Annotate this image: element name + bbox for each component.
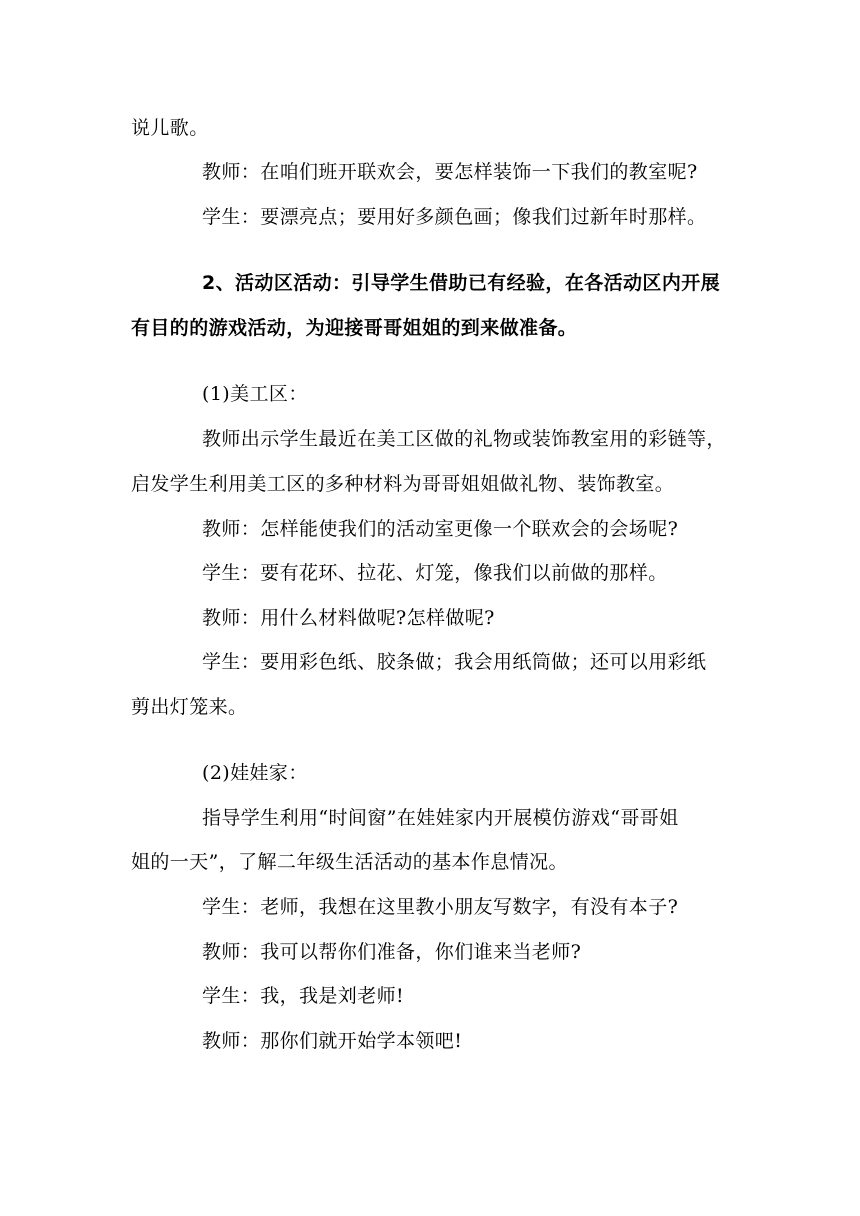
text-line: 教师：怎样能使我们的活动室更像一个联欢会的会场呢? <box>202 518 679 540</box>
text-line: 教师：那你们就开始学本领吧! <box>202 1030 463 1052</box>
text-line: 学生：要漂亮点；要用好多颜色画；像我们过新年时那样。 <box>202 206 707 228</box>
section-heading-continuation: 有目的的游戏活动，为迎接哥哥姐姐的到来做准备。 <box>131 317 578 339</box>
text-line: 学生：老师，我想在这里教小朋友写数字，有没有本子? <box>202 896 679 918</box>
text-line: 指导学生利用“时间窗”在娃娃家内开展模仿游戏“哥哥姐 <box>202 807 679 829</box>
text-line: 教师：我可以帮你们准备，你们谁来当老师? <box>202 941 582 963</box>
text-line: 学生：我，我是刘老师! <box>202 985 405 1007</box>
subheading: (2)娃娃家： <box>202 762 308 784</box>
text-line: 学生：要有花环、拉花、灯笼，像我们以前做的那样。 <box>202 562 668 584</box>
text-line: 教师：用什么材料做呢?怎样做呢? <box>202 607 495 629</box>
section-heading: 2、活动区活动：引导学生借助已有经验，在各活动区内开展 <box>202 272 721 294</box>
text-line: 说儿歌。 <box>131 117 209 139</box>
text-line: 教师：在咱们班开联欢会，要怎样装饰一下我们的教室呢? <box>202 161 698 183</box>
text-line: 姐的一天”，了解二年级生活活动的基本作息情况。 <box>131 851 568 873</box>
text-line: 教师出示学生最近在美工区做的礼物或装饰教室用的彩链等， <box>202 428 726 450</box>
subheading: (1)美工区： <box>202 383 308 405</box>
text-line: 学生：要用彩色纸、胶条做；我会用纸筒做；还可以用彩纸 <box>202 651 707 673</box>
text-line: 剪出灯笼来。 <box>131 696 248 718</box>
text-line: 启发学生利用美工区的多种材料为哥哥姐姐做礼物、装饰教室。 <box>131 473 675 495</box>
